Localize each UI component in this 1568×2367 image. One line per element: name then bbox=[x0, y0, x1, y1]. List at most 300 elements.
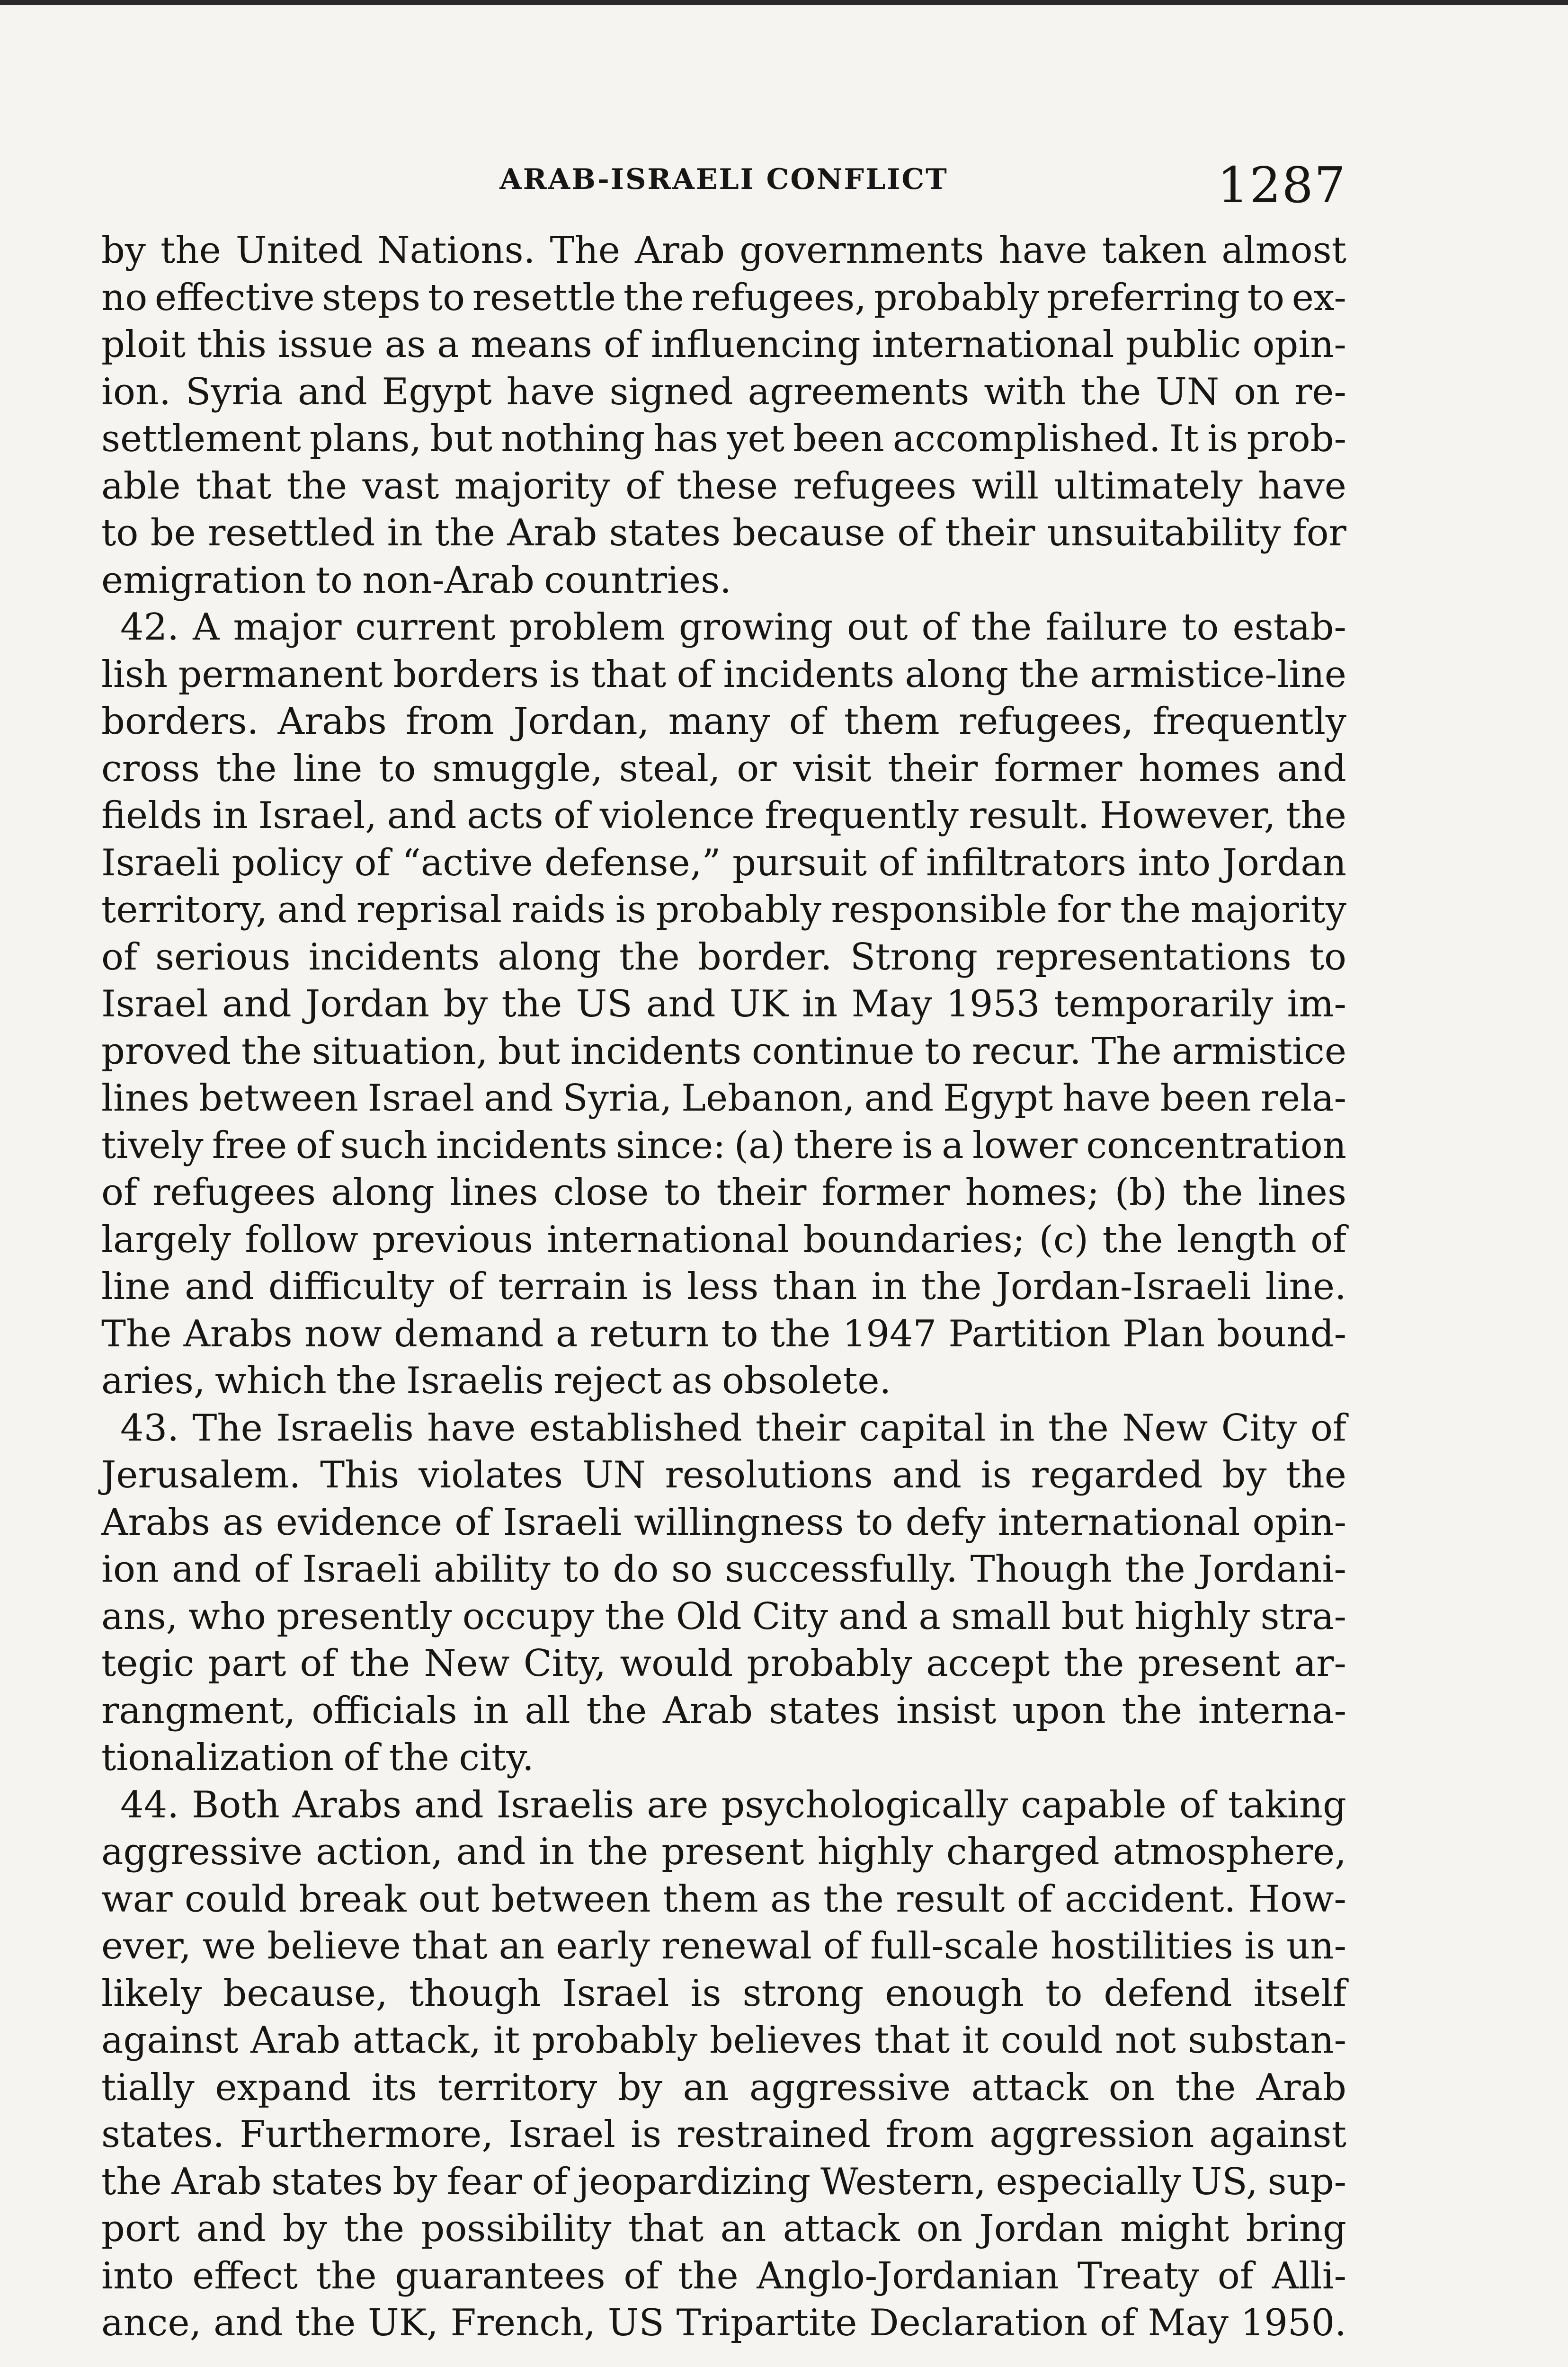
word: responsible bbox=[831, 889, 1048, 931]
word: terrain bbox=[498, 1265, 628, 1308]
word: that bbox=[196, 464, 272, 507]
word: The bbox=[101, 1312, 172, 1355]
word: violence bbox=[599, 794, 755, 837]
word: renewal bbox=[661, 1925, 812, 1967]
word: itself bbox=[1253, 1972, 1346, 2015]
word: result bbox=[896, 1878, 1005, 1921]
word: city. bbox=[459, 1736, 534, 1779]
word: probably bbox=[747, 1642, 912, 1685]
text-line bbox=[101, 1829, 1346, 1876]
word: have bbox=[427, 1406, 516, 1450]
word: taken bbox=[1102, 229, 1207, 272]
text-line bbox=[101, 1122, 1346, 1170]
word: refugees bbox=[793, 464, 957, 507]
text-line bbox=[101, 321, 1346, 369]
word: an bbox=[499, 1925, 545, 1967]
word: highly bbox=[1134, 1595, 1250, 1638]
word: full-scale bbox=[870, 1925, 1039, 1967]
word: is bbox=[631, 2113, 662, 2156]
word: the bbox=[921, 1265, 982, 1308]
word: of bbox=[624, 2254, 660, 2297]
word: lower bbox=[972, 1124, 1078, 1167]
word: influencing bbox=[650, 323, 861, 366]
word: aggression bbox=[989, 2113, 1194, 2156]
word: that bbox=[412, 1925, 488, 1967]
word: the bbox=[389, 1736, 450, 1779]
word: French, bbox=[450, 2302, 596, 2344]
word: this bbox=[197, 323, 267, 366]
word: opin- bbox=[1252, 1501, 1346, 1544]
word: in bbox=[387, 512, 423, 554]
word: 1953 bbox=[946, 983, 1040, 1025]
word: New bbox=[1122, 1406, 1208, 1450]
word: current bbox=[355, 606, 496, 649]
word: borders bbox=[393, 653, 539, 696]
word: of bbox=[300, 1642, 336, 1685]
word: to bbox=[379, 747, 416, 790]
word: incidents bbox=[436, 1124, 607, 1167]
word: and bbox=[196, 2207, 266, 2250]
word: continue bbox=[751, 1030, 915, 1073]
word: Arabs bbox=[101, 1501, 211, 1544]
word: to bbox=[664, 1171, 702, 1214]
word: out bbox=[846, 606, 908, 649]
word: are bbox=[647, 1783, 709, 1826]
word: on bbox=[1234, 370, 1280, 413]
word: boundaries; bbox=[803, 1218, 1025, 1261]
word: the bbox=[623, 276, 684, 319]
word: stra- bbox=[1260, 1595, 1346, 1638]
word: return bbox=[589, 1312, 710, 1355]
text-line bbox=[101, 1075, 1346, 1122]
word: so bbox=[671, 1548, 713, 1591]
word: by bbox=[443, 983, 488, 1025]
word: guarantees bbox=[395, 2254, 606, 2297]
word: states. bbox=[101, 2113, 225, 2156]
word: strong bbox=[742, 1972, 864, 2015]
word: serious bbox=[155, 935, 291, 979]
word: might bbox=[1120, 2207, 1229, 2250]
word: the bbox=[1080, 370, 1141, 413]
word: attack bbox=[783, 2207, 900, 2250]
word: May bbox=[1148, 2302, 1229, 2344]
word: ex- bbox=[1292, 276, 1346, 319]
word: occupy bbox=[462, 1595, 595, 1638]
word: public bbox=[1125, 323, 1241, 366]
word: accident. bbox=[1065, 1878, 1236, 1921]
word: Egypt bbox=[943, 1077, 1053, 1120]
word: to bbox=[1309, 935, 1346, 979]
word: lish bbox=[101, 653, 168, 696]
word: and bbox=[222, 983, 292, 1025]
word: Jordan bbox=[979, 2207, 1104, 2250]
top-edge-rule bbox=[0, 0, 1568, 5]
word: many bbox=[668, 700, 770, 743]
word: international bbox=[547, 1218, 790, 1261]
text-line bbox=[101, 369, 1346, 416]
word: countries. bbox=[544, 559, 731, 602]
word: of bbox=[454, 1501, 491, 1544]
text-line bbox=[101, 463, 1346, 510]
word: to bbox=[721, 1312, 758, 1355]
word: means bbox=[470, 323, 592, 366]
word: their bbox=[888, 747, 978, 790]
word: of bbox=[295, 1124, 332, 1167]
text-line bbox=[101, 1640, 1346, 1688]
word: there bbox=[793, 1124, 894, 1167]
word: estab- bbox=[1232, 606, 1346, 649]
word: present bbox=[1138, 1642, 1281, 1685]
word: City, bbox=[523, 1642, 606, 1685]
word: obsolete. bbox=[722, 1360, 891, 1402]
word: taking bbox=[1228, 1783, 1346, 1826]
word: is bbox=[1244, 1925, 1275, 1967]
word: believes bbox=[709, 2019, 863, 2062]
word: line. bbox=[1265, 1265, 1346, 1308]
word: in bbox=[999, 1406, 1035, 1450]
word: have bbox=[1258, 464, 1346, 507]
word: frequently bbox=[1152, 700, 1346, 743]
word: Jordan-Israeli bbox=[996, 1265, 1251, 1308]
word: now bbox=[304, 1312, 382, 1355]
word: regarded bbox=[1031, 1454, 1203, 1496]
word: possibility bbox=[421, 2207, 612, 2250]
word: accomplished. bbox=[892, 418, 1161, 460]
word: the bbox=[1124, 1548, 1185, 1591]
word: Egypt bbox=[382, 370, 492, 413]
word: been bbox=[793, 418, 884, 460]
word: of bbox=[1179, 1783, 1215, 1826]
word: non-Arab bbox=[362, 559, 535, 602]
word: refugees, bbox=[691, 276, 866, 319]
word: into bbox=[101, 2254, 174, 2297]
word: by bbox=[392, 2160, 437, 2203]
word: growing bbox=[678, 606, 833, 649]
word: ability bbox=[434, 1548, 551, 1591]
word: lines bbox=[1258, 1171, 1346, 1214]
word: international bbox=[872, 323, 1114, 366]
word: Israelis bbox=[496, 1783, 634, 1826]
text-line bbox=[101, 792, 1346, 840]
word: major bbox=[233, 606, 342, 649]
word: Arabs bbox=[292, 1783, 401, 1826]
word: that bbox=[590, 653, 667, 696]
word: Israel bbox=[101, 983, 208, 1025]
word: Israeli bbox=[503, 1501, 622, 1544]
word: UN bbox=[582, 1454, 646, 1496]
word: the bbox=[823, 1878, 884, 1921]
word: a bbox=[555, 1312, 578, 1355]
word: bring bbox=[1246, 2207, 1346, 2250]
word: 44. bbox=[120, 1783, 179, 1826]
word: Arab bbox=[507, 512, 597, 554]
word: Arab bbox=[250, 2019, 341, 2062]
word: resolutions bbox=[665, 1454, 873, 1496]
word: of bbox=[1217, 2254, 1254, 2297]
word: as bbox=[770, 1878, 811, 1921]
word: aries, bbox=[101, 1360, 205, 1402]
word: of bbox=[1310, 1406, 1346, 1450]
word: to bbox=[925, 1030, 962, 1073]
word: Treaty bbox=[1077, 2254, 1200, 2297]
word: the bbox=[101, 2160, 162, 2203]
word: effective bbox=[154, 276, 315, 319]
word: steps bbox=[322, 276, 421, 319]
word: its bbox=[371, 2066, 418, 2109]
word: to bbox=[1247, 276, 1285, 319]
word: the bbox=[1019, 653, 1080, 696]
word: the bbox=[971, 606, 1032, 649]
word: able bbox=[101, 464, 181, 507]
word: and bbox=[185, 1265, 254, 1308]
word: Jordan, bbox=[513, 700, 650, 743]
word: but bbox=[498, 1030, 561, 1073]
word: the bbox=[344, 2207, 405, 2250]
word: is bbox=[642, 1265, 673, 1308]
word: effect bbox=[192, 2254, 298, 2297]
text-line bbox=[101, 604, 1346, 651]
word: incidents bbox=[723, 653, 895, 696]
word: hostilities bbox=[1050, 1925, 1233, 1967]
word: though bbox=[409, 1972, 541, 2015]
word: of bbox=[1099, 2302, 1136, 2344]
word: Israelis bbox=[276, 1406, 414, 1450]
word: of bbox=[448, 1265, 484, 1308]
word: Israeli bbox=[302, 1548, 421, 1591]
word: been bbox=[1160, 1077, 1251, 1120]
word: on bbox=[916, 2207, 962, 2250]
word: could bbox=[185, 1878, 287, 1921]
word: by bbox=[101, 229, 146, 272]
word: 1950. bbox=[1240, 2302, 1346, 2344]
text-line bbox=[101, 275, 1346, 322]
word: (c) bbox=[1039, 1218, 1089, 1261]
word: ar- bbox=[1294, 1642, 1346, 1685]
word: is bbox=[902, 1124, 933, 1167]
word: incidents bbox=[308, 935, 480, 979]
word: resettled bbox=[208, 512, 375, 554]
word: “active bbox=[401, 841, 533, 884]
word: the bbox=[586, 1689, 647, 1732]
word: Jordani- bbox=[1198, 1548, 1346, 1591]
word: restrained bbox=[677, 2113, 871, 2156]
word: tegic bbox=[101, 1642, 195, 1685]
word: their bbox=[716, 1171, 807, 1214]
word: largely bbox=[101, 1218, 231, 1261]
word: Alli- bbox=[1272, 2254, 1346, 2297]
text-line bbox=[101, 2111, 1346, 2159]
word: refugees bbox=[152, 1171, 316, 1214]
word: sup- bbox=[1267, 2160, 1346, 2203]
word: Though bbox=[970, 1548, 1113, 1591]
word: their bbox=[945, 512, 1035, 554]
word: result. bbox=[969, 794, 1090, 837]
word: the bbox=[1063, 1642, 1124, 1685]
word: refugees, bbox=[958, 700, 1134, 743]
word: to bbox=[1045, 1972, 1083, 2015]
word: situation, bbox=[312, 1030, 488, 1073]
word: unsuitability bbox=[1047, 512, 1281, 554]
page-number: 1287 bbox=[1217, 156, 1346, 214]
word: However, bbox=[1099, 794, 1276, 837]
word: recur. bbox=[971, 1030, 1081, 1073]
word: preferring bbox=[1046, 276, 1240, 319]
text-line bbox=[101, 1311, 1346, 1358]
word: un- bbox=[1286, 1925, 1346, 1967]
word: fear bbox=[447, 2160, 522, 2203]
text-line bbox=[101, 1028, 1346, 1076]
word: tially bbox=[101, 2066, 195, 2109]
word: defense,” bbox=[544, 841, 721, 884]
word: in bbox=[871, 1265, 907, 1308]
word: cross bbox=[101, 747, 200, 790]
word: Jordan bbox=[305, 983, 430, 1025]
word: ion. bbox=[101, 370, 171, 413]
word: May bbox=[851, 983, 932, 1025]
word: atmosphere, bbox=[1113, 1831, 1346, 1873]
body-text bbox=[101, 227, 1346, 2347]
word: Israel bbox=[508, 2113, 615, 2156]
text-line bbox=[101, 2253, 1346, 2300]
word: close bbox=[553, 1171, 649, 1214]
word: an bbox=[683, 2066, 729, 2109]
word: Arabs bbox=[277, 700, 387, 743]
word: since: bbox=[616, 1124, 726, 1167]
text-line bbox=[101, 1452, 1346, 1499]
word: free bbox=[212, 1124, 287, 1167]
word: US bbox=[607, 2302, 664, 2344]
word: homes bbox=[1139, 747, 1261, 790]
word: but bbox=[430, 418, 493, 460]
word: out bbox=[418, 1878, 480, 1921]
word: states bbox=[271, 2160, 383, 2203]
word: by bbox=[1222, 1454, 1267, 1496]
word: of bbox=[101, 935, 137, 979]
word: and bbox=[387, 794, 457, 837]
word: successfully. bbox=[725, 1548, 958, 1591]
word: yet bbox=[727, 418, 784, 460]
word: Israel bbox=[562, 1972, 669, 2015]
word: vast bbox=[362, 464, 439, 507]
word: and bbox=[838, 1595, 908, 1638]
word: agreements bbox=[748, 370, 970, 413]
word: majority bbox=[454, 464, 610, 507]
word: City bbox=[752, 1595, 828, 1638]
word: to bbox=[428, 276, 465, 319]
word: The bbox=[192, 1406, 263, 1450]
word: in bbox=[539, 1831, 575, 1873]
word: Both bbox=[192, 1783, 280, 1826]
word: steal, bbox=[619, 747, 721, 790]
word: to bbox=[563, 1548, 600, 1591]
word: im- bbox=[1287, 983, 1346, 1025]
word: along bbox=[498, 935, 601, 979]
word: states bbox=[609, 512, 721, 554]
word: of bbox=[1016, 1878, 1053, 1921]
word: and bbox=[277, 889, 347, 931]
word: (b) bbox=[1114, 1171, 1167, 1214]
word: This bbox=[320, 1454, 400, 1496]
text-line bbox=[101, 1264, 1346, 1311]
word: acts bbox=[467, 794, 543, 837]
word: border. bbox=[697, 935, 832, 979]
word: tively bbox=[101, 1124, 204, 1167]
word: governments bbox=[739, 229, 984, 272]
word: aggressive bbox=[749, 2066, 951, 2109]
word: to bbox=[1182, 606, 1219, 649]
word: and bbox=[171, 1548, 241, 1591]
word: insist bbox=[896, 1689, 997, 1732]
word: concentration bbox=[1086, 1124, 1346, 1167]
word: the bbox=[619, 935, 680, 979]
text-line bbox=[101, 1546, 1346, 1593]
word: UK bbox=[729, 983, 788, 1025]
word: prob- bbox=[1247, 418, 1346, 460]
word: action, bbox=[316, 1831, 443, 1873]
word: of bbox=[1310, 1218, 1346, 1261]
word: Syria bbox=[185, 370, 284, 413]
word: capable bbox=[1021, 1783, 1167, 1826]
word: and bbox=[456, 1831, 526, 1873]
word: the bbox=[677, 2254, 739, 2297]
word: not bbox=[1115, 2019, 1176, 2062]
word: tionalization bbox=[101, 1736, 334, 1779]
word: (a) bbox=[734, 1124, 785, 1167]
text-line bbox=[101, 416, 1346, 463]
word: in bbox=[212, 794, 248, 837]
word: the bbox=[1120, 889, 1181, 931]
word: especially bbox=[996, 2160, 1181, 2203]
word: United bbox=[235, 229, 363, 272]
word: by bbox=[617, 2066, 662, 2109]
word: pursuit bbox=[732, 841, 867, 884]
word: aggressive bbox=[101, 1831, 303, 1873]
word: ans, bbox=[101, 1595, 178, 1638]
word: from bbox=[406, 700, 495, 743]
word: is bbox=[980, 1454, 1012, 1496]
word: Arab bbox=[634, 229, 725, 272]
word: lines bbox=[101, 1077, 190, 1120]
word: who bbox=[188, 1595, 266, 1638]
word: opin- bbox=[1252, 323, 1346, 366]
word: borders. bbox=[101, 700, 259, 743]
word: a bbox=[942, 1124, 964, 1167]
word: of bbox=[677, 653, 713, 696]
word: war bbox=[101, 1878, 173, 1921]
word: into bbox=[1138, 841, 1211, 884]
word: probably bbox=[656, 889, 821, 931]
text-line bbox=[101, 981, 1346, 1028]
word: ance, bbox=[101, 2302, 202, 2344]
word: It bbox=[1169, 418, 1199, 460]
word: charged bbox=[946, 1831, 1100, 1873]
word: would bbox=[620, 1642, 733, 1685]
word: Syria, bbox=[562, 1077, 672, 1120]
word: of bbox=[101, 1171, 137, 1214]
word: between bbox=[491, 1878, 651, 1921]
word: an bbox=[720, 2207, 766, 2250]
text-line bbox=[101, 2159, 1346, 2206]
word: reprisal bbox=[356, 889, 502, 931]
word: port bbox=[101, 2207, 180, 2250]
word: the bbox=[241, 1030, 302, 1073]
word: we bbox=[202, 1925, 256, 1967]
word: willingness bbox=[633, 1501, 844, 1544]
text-line bbox=[101, 510, 1346, 557]
word: it bbox=[962, 2019, 989, 2062]
word: international bbox=[998, 1501, 1240, 1544]
word: accept bbox=[926, 1642, 1050, 1685]
